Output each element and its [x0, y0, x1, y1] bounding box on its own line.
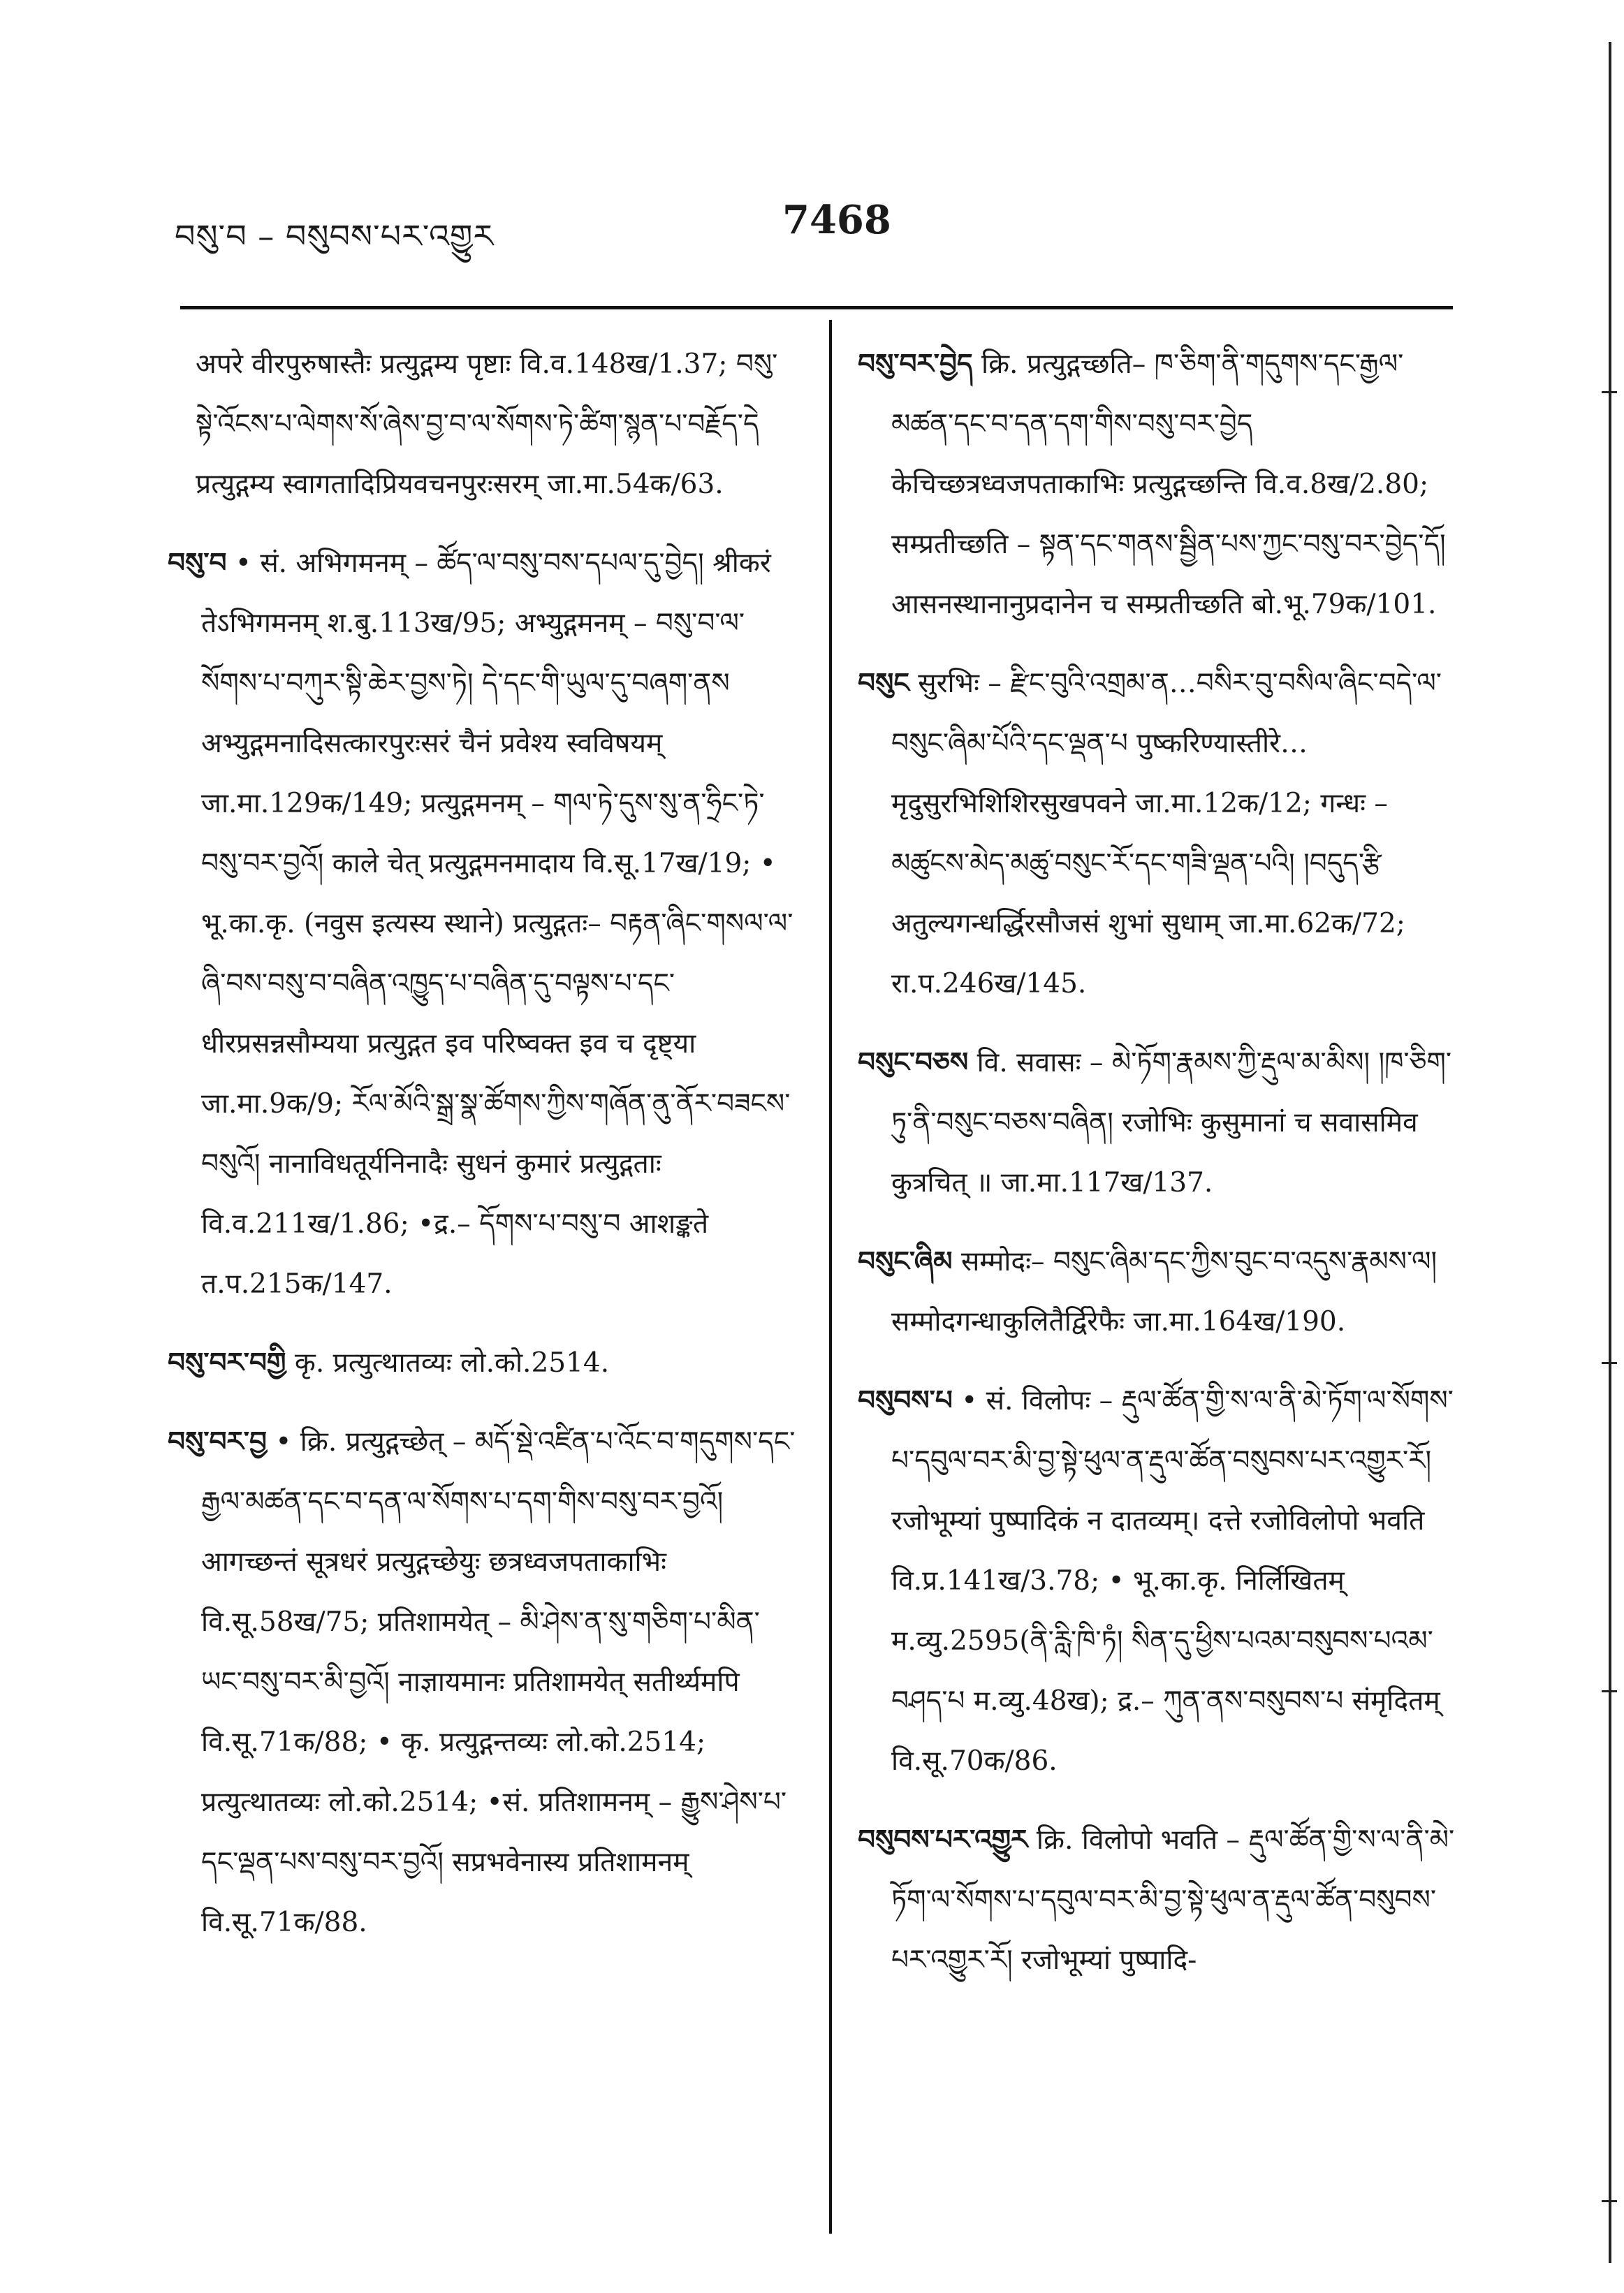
entry-headword: བསུབས་པར་འགྱུར [858, 1824, 1028, 1856]
entry-headword: བསུང་ཞིམ [858, 1245, 953, 1277]
scan-edge-tick [1602, 1362, 1617, 1364]
scan-edge [1609, 42, 1611, 2263]
entry-headword: བསུང [858, 667, 909, 699]
entry-headword: བསུང་བཅས [858, 1046, 969, 1078]
entry-body: सुरभिः – རྫིང་བུའི་འགྲམ་ན…བསིར་བུ་བསིལ་ཞིང་བདེ་ལ་བསུང་ཞིམ་པོའི་དང་ལྡན་པ पुष्करिण्यास्तीरे… मृदुसुरभिशिशिरसुखपवने जा.मा.12क/12; गन्धः – མཚུངས་མེད་མཚུ་བསུང་རོ་དང་གཟི་ལྡན་པའི། །བདུད་རྩི अतुल्यगन्धर्द्धिरसौजसं शुभां सुधाम् जा.मा.62क/72; रा.प.246ख/145. [891, 668, 1442, 999]
left-column [168, 334, 796, 1971]
dictionary-entry [858, 1810, 1457, 1991]
right-column [858, 334, 1457, 2009]
entry-body: वि. सवासः – མེ་ཏོག་རྣམས་ཀྱི་རྡུལ་མ་མིས། །ཁ་ཅིག་ཏུ་ནི་བསུང་བཅས་བཞིན། रजोभिः कुसुमानां च सवासमिव कुत्रचित् ॥ जा.मा.117ख/137. [891, 1047, 1452, 1199]
dictionary-entry [858, 1032, 1457, 1213]
dictionary-entry [858, 1231, 1457, 1352]
column-divider [829, 320, 832, 2234]
page-number: 7468 [782, 197, 891, 243]
dictionary-entry [168, 1333, 796, 1393]
scan-edge-tick [1602, 2200, 1617, 2202]
entry-body: कृ. प्रत्युत्थातव्यः लो.को.2514. [294, 1347, 610, 1379]
entry-body: • क्रि. प्रत्युद्गच्छेत् – མདོ་སྡེ་འཛིན་པ་འོང་བ་གདུགས་དང་རྒྱལ་མཚན་དང་བ་དན་ལ་སོགས་པ་དག་གིས་བསུ་བར་བྱའོ། आगच्छन्तं सूत्रधरं प्रत्युद्गच्छेयुः छत्रध्वजपताकाभिः वि.सू.58ख/75; प्रतिशामयेत् – མི་ཤེས་ན་སུ་གཅིག་པ་མིན་ཡང་བསུ་བར་མི་བྱའོ། नाज्ञायमानः प्रतिशामयेत् सतीर्थ्यमपि वि.सू.71क/88; • कृ. प्रत्युद्गन्तव्यः लो.को.2514; प्रत्युत्थातव्यः लो.को.2514; •सं. प्रतिशामनम् – རྒྱུས་ཤེས་པ་དང་ལྡན་པས་བསུ་བར་བྱའོ། सप्रभवेनास्य प्रतिशामनम् वि.सू.71क/88. [201, 1426, 796, 1938]
dictionary-entry [858, 334, 1457, 635]
entry-headword: བསུབས་པ [858, 1384, 953, 1416]
dictionary-entry [858, 1370, 1457, 1792]
entry-body: • सं. विलोपः – རྡུལ་ཚོན་གྱི་ས་ལ་ནི་མེ་ཏོག་ལ་སོགས་པ་དབུལ་བར་མི་བྱ་སྟེ་ཕུལ་ན་རྡུལ་ཚོན་བསུབས་པར་འགྱུར་རོ། रजोभूम्यां पुष्पादिकं न दातव्यम्। दत्ते रजोविलोपो भवति वि.प्र.141ख/3.78; • भू.का.कृ. निर्लिखितम् म.व्यु.2595(ནི་རླི་ཁི་ཏཾ། སིན་དུ་ཕྱིས་པའམ་བསུབས་པའམ་བཤད་པ म.व्यु.48ख); द्र.– ཀུན་ནས་བསུབས་པ संमृदितम् वि.सू.70क/86. [891, 1385, 1454, 1777]
entry-body: • सं. अभिगमनम् – ཚོད་ལ་བསུ་བས་དཔལ་དུ་བྱེད། श्रीकरं तेऽभिगमनम् श.बु.113ख/95; अभ्युद्गमनम् – བསུ་བ་ལ་སོགས་པ་བཀུར་སྟི་ཆེར་བྱས་ཏེ། དེ་དང་གི་ཡུལ་དུ་བཞག་ནས अभ्युद्गमनादिसत्कारपुरःसरं चैनं प्रवेश्य स्वविषयम् जा.मा.129क/149; प्रत्युद्गमनम् – གལ་ཏེ་དུས་སུ་ན་ཧྲིང་ཏེ་བསུ་བར་བྱའོ། काले चेत् प्रत्युद्गमनमादाय वि.सू.17ख/19; • भू.का.कृ. (नवुस इत्यस्य स्थाने) प्रत्युद्गतः– བརྟན་ཞིང་གསལ་ལ་ཞི་བས་བསུ་བ་བཞིན་འཁྱུད་པ་བཞིན་དུ་བལྟས་པ་དང་ धीरप्रसन्नसौम्यया प्रत्युद्गत इव परिष्वक्त इव च दृष्ट्या जा.मा.9क/9; རོལ་མོའི་སྒྲ་སྣ་ཚོགས་ཀྱིས་གཞོན་ནུ་ནོར་བཟངས་བསུའོ། नानाविधतूर्यनिनादैः सुधनं कुमारं प्रत्युद्गताः वि.व.211ख/1.86; •द्र.– དོགས་པ་བསུ་བ आशङ्कते त.प.215क/147. [201, 548, 793, 1300]
entry-body: क्रि. विलोपो भवति – རྡུལ་ཚོན་གྱི་ས་ལ་ནི་མེ་ཏོག་ལ་སོགས་པ་དབུལ་བར་མི་བྱ་སྟེ་ཕུལ་ན་རྡུལ་ཚོན་བསུབས་པར་འགྱུར་རོ། रजोभूम्यां पुष्पादि- [891, 1824, 1455, 1976]
scan-edge-tick [1602, 391, 1617, 393]
running-head: བསུ་བ – བསུབས་པར་འགྱུར [175, 217, 495, 255]
entry-body: अपरे वीरपुरुषास्तैः प्रत्युद्गम्य पृष्टाः वि.व.148ख/1.37; བསུ་སྟེ་འོངས་པ་ལེགས་སོ་ཞེས་བྱ་བ་ལ་སོགས་ཏེ་ཚིག་སྙན་པ་བརྗོད་དེ प्रत्युद्गम्य स्वागतादिप्रियवचनपुरःसरम् जा.मा.54क/63. [196, 349, 778, 500]
scan-edge-tick [1602, 1690, 1617, 1692]
entry-headword: བསུ་བར་བགྱི [168, 1347, 286, 1379]
header-rule [180, 306, 1453, 309]
entry-body: क्रि. प्रत्युद्गच्छति– ཁ་ཅིག་ནི་གདུགས་དང་རྒྱལ་མཚན་དང་བ་དན་དག་གིས་བསུ་བར་བྱེད केचिच्छत्रध्वजपताकाभिः प्रत्युद्गच्छन्ति वि.व.8ख/2.80; सम्प्रतीच्छति – སྟན་དང་གནས་སྦྱིན་པས་ཀྱང་བསུ་བར་བྱེད་དོ། आसनस्थानानुप्रदानेन च सम्प्रतीच्छति बो.भू.79क/101. [891, 349, 1446, 620]
dictionary-entry [168, 334, 796, 515]
entry-headword: བསུ་བ [168, 547, 227, 579]
entry-headword: བསུ་བར་བྱ [168, 1426, 267, 1458]
dictionary-entry [168, 533, 796, 1314]
dictionary-entry [858, 653, 1457, 1014]
entry-headword: བསུ་བར་བྱེད [858, 348, 973, 380]
entry-body: सम्मोदः– བསུང་ཞིམ་དང་ཀྱིས་བུང་བ་འདུས་རྣམས་ལ། सम्मोदगन्धाकुलितैर्द्विरेफैः जा.मा.164ख/190. [891, 1246, 1438, 1338]
dictionary-entry [168, 1412, 796, 1953]
